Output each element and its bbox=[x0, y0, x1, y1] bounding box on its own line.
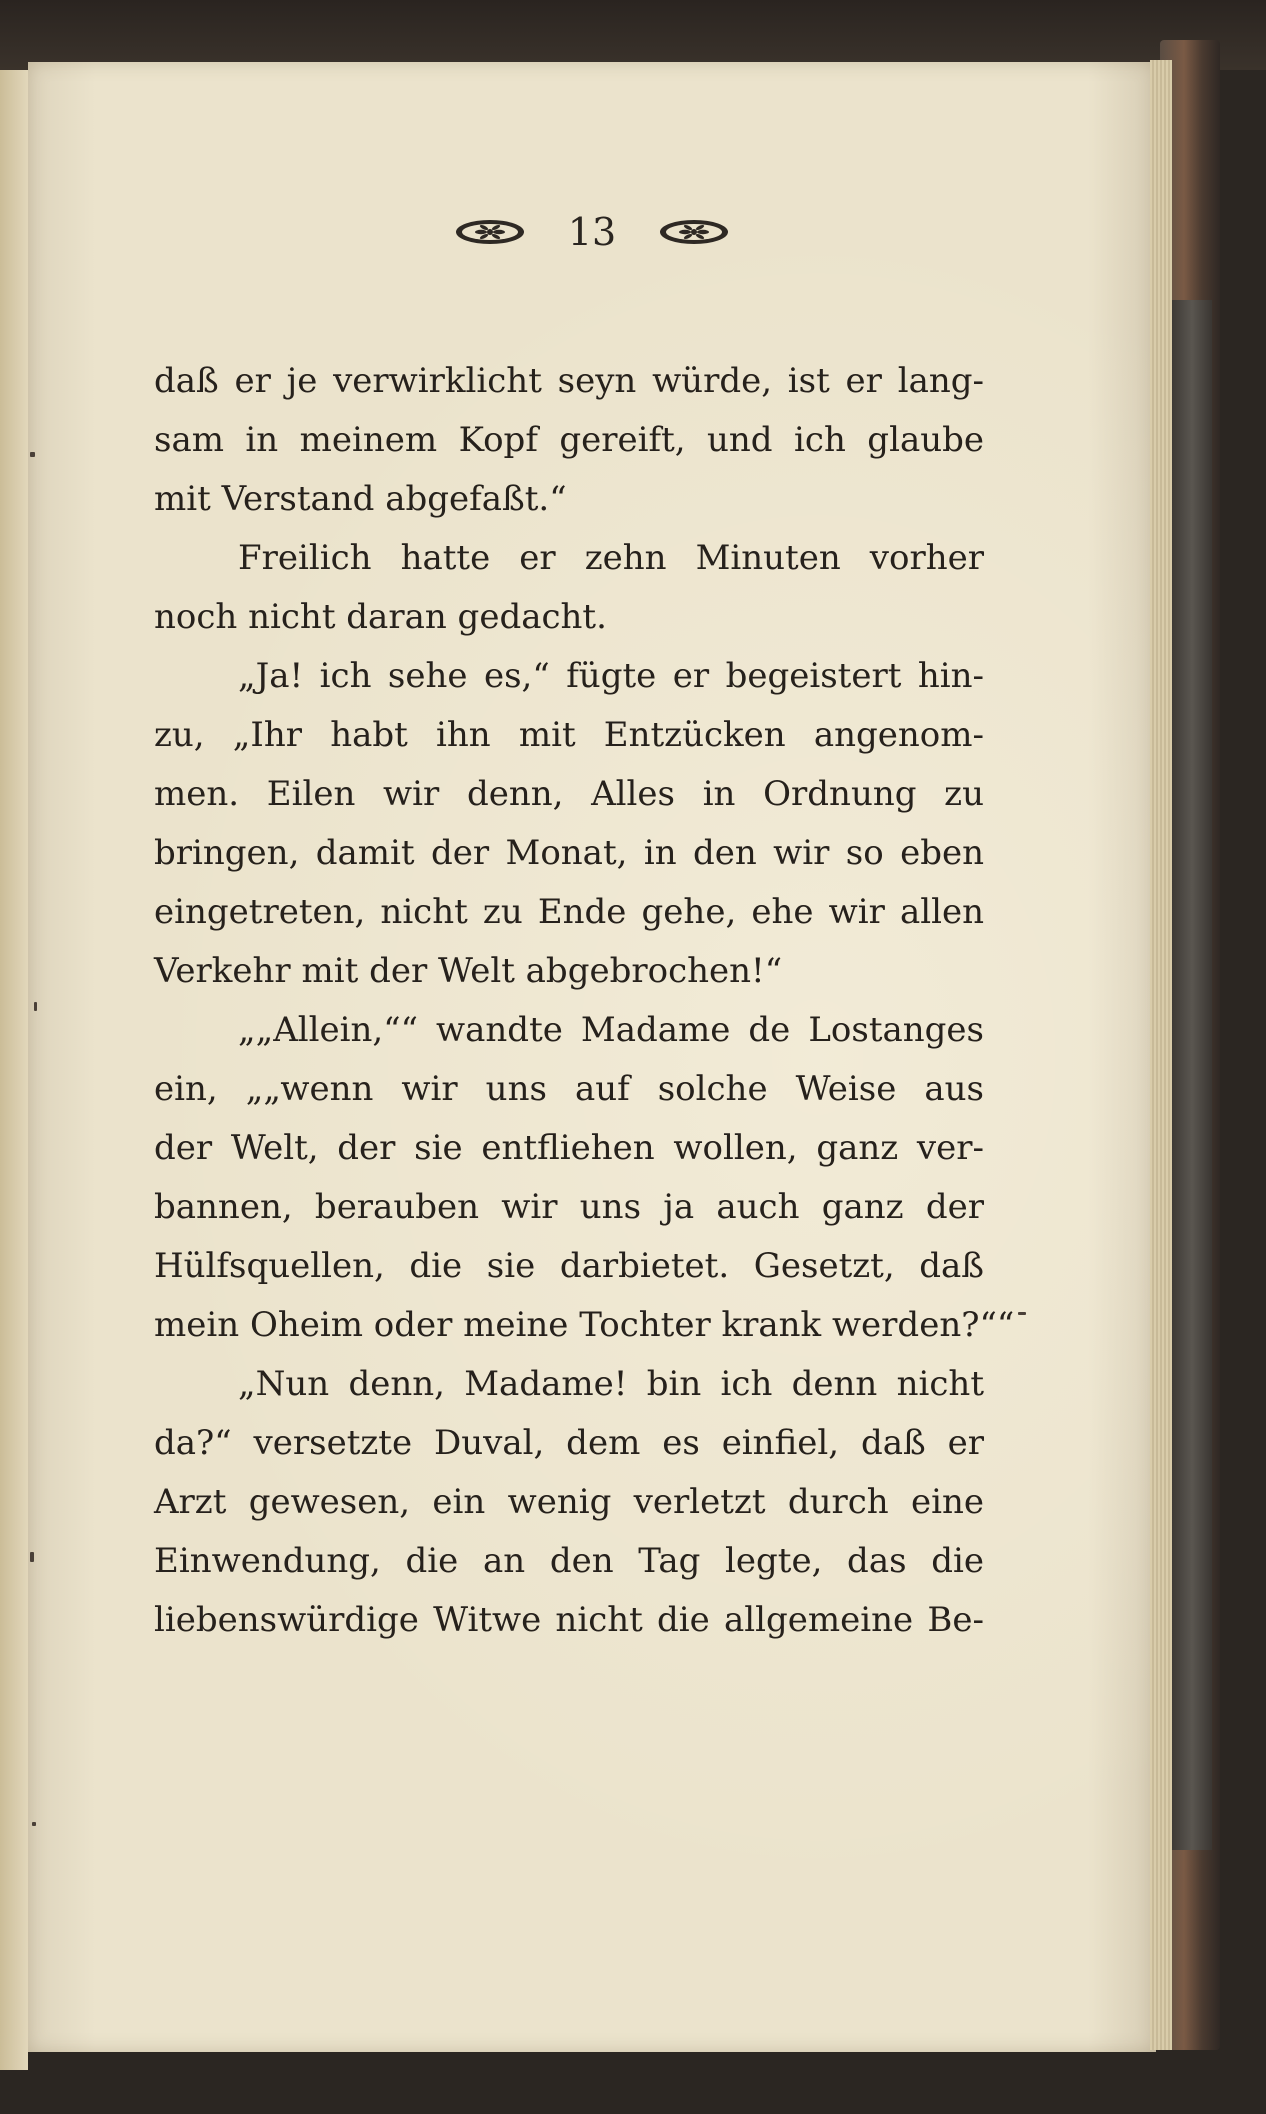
text-line: men. Eilen wir denn, Alles in Ordnung zu bbox=[154, 774, 984, 814]
text-line: der Welt, der sie entfliehen wollen, ganz ver- bbox=[154, 1128, 984, 1168]
text-line: Arzt gewesen, ein wenig verletzt durch eine bbox=[154, 1482, 984, 1522]
text-line: „Ja! ich sehe es,“ fügte er begeistert hin- bbox=[238, 656, 984, 696]
book-cover-top bbox=[0, 0, 1266, 70]
text-line: bannen, berauben wir uns ja auch ganz der bbox=[154, 1187, 984, 1227]
text-line: liebenswürdige Witwe nicht die allgemeine Be- bbox=[154, 1600, 984, 1640]
text-line: Verkehr mit der Welt abgebrochen!“ bbox=[154, 951, 783, 991]
paper-speck bbox=[30, 452, 35, 457]
facing-page-edge bbox=[0, 70, 28, 2070]
text-line: eingetreten, nicht zu Ende gehe, ehe wir allen bbox=[154, 892, 984, 932]
page-header bbox=[28, 202, 1156, 262]
paper-speck bbox=[1018, 1312, 1026, 1315]
oval-rosette-ornament-icon bbox=[454, 217, 526, 247]
oval-rosette-ornament-icon bbox=[658, 217, 730, 247]
text-line: Hülfsquellen, die sie darbietet. Gesetzt, daß bbox=[154, 1246, 984, 1286]
text-line: sam in meinem Kopf gereift, und ich glaube bbox=[154, 420, 984, 460]
book-spine-band bbox=[1172, 300, 1212, 1850]
text-line: „Nun denn, Madame! bin ich denn nicht bbox=[238, 1364, 984, 1404]
page-block-edges bbox=[1150, 60, 1172, 2050]
text-line: Einwendung, die an den Tag legte, das die bbox=[154, 1541, 984, 1581]
text-line: da?“ versetzte Duval, dem es einfiel, daß er bbox=[154, 1423, 984, 1463]
text-line: bringen, damit der Monat, in den wir so eben bbox=[154, 833, 984, 873]
text-line: Freilich hatte er zehn Minuten vorher bbox=[238, 538, 984, 578]
paper-speck bbox=[32, 1822, 36, 1826]
text-line: zu, „Ihr habt ihn mit Entzücken angenom- bbox=[154, 715, 984, 755]
paper-speck bbox=[30, 1552, 34, 1562]
text-line: noch nicht daran gedacht. bbox=[154, 597, 607, 637]
page-number: 13 bbox=[567, 210, 617, 254]
body-text bbox=[154, 352, 1015, 1650]
text-line: daß er je verwirklicht seyn würde, ist er lang- bbox=[154, 361, 984, 401]
text-line: mit Verstand abgefaßt.“ bbox=[154, 479, 567, 519]
text-line: mein Oheim oder meine Tochter krank werden?““ bbox=[154, 1305, 1015, 1345]
text-line: „„Allein,““ wandte Madame de Lostanges bbox=[238, 1010, 984, 1050]
paper-speck bbox=[34, 1002, 37, 1011]
book-page bbox=[28, 62, 1156, 2052]
text-line: ein, „„wenn wir uns auf solche Weise aus bbox=[154, 1069, 984, 1109]
